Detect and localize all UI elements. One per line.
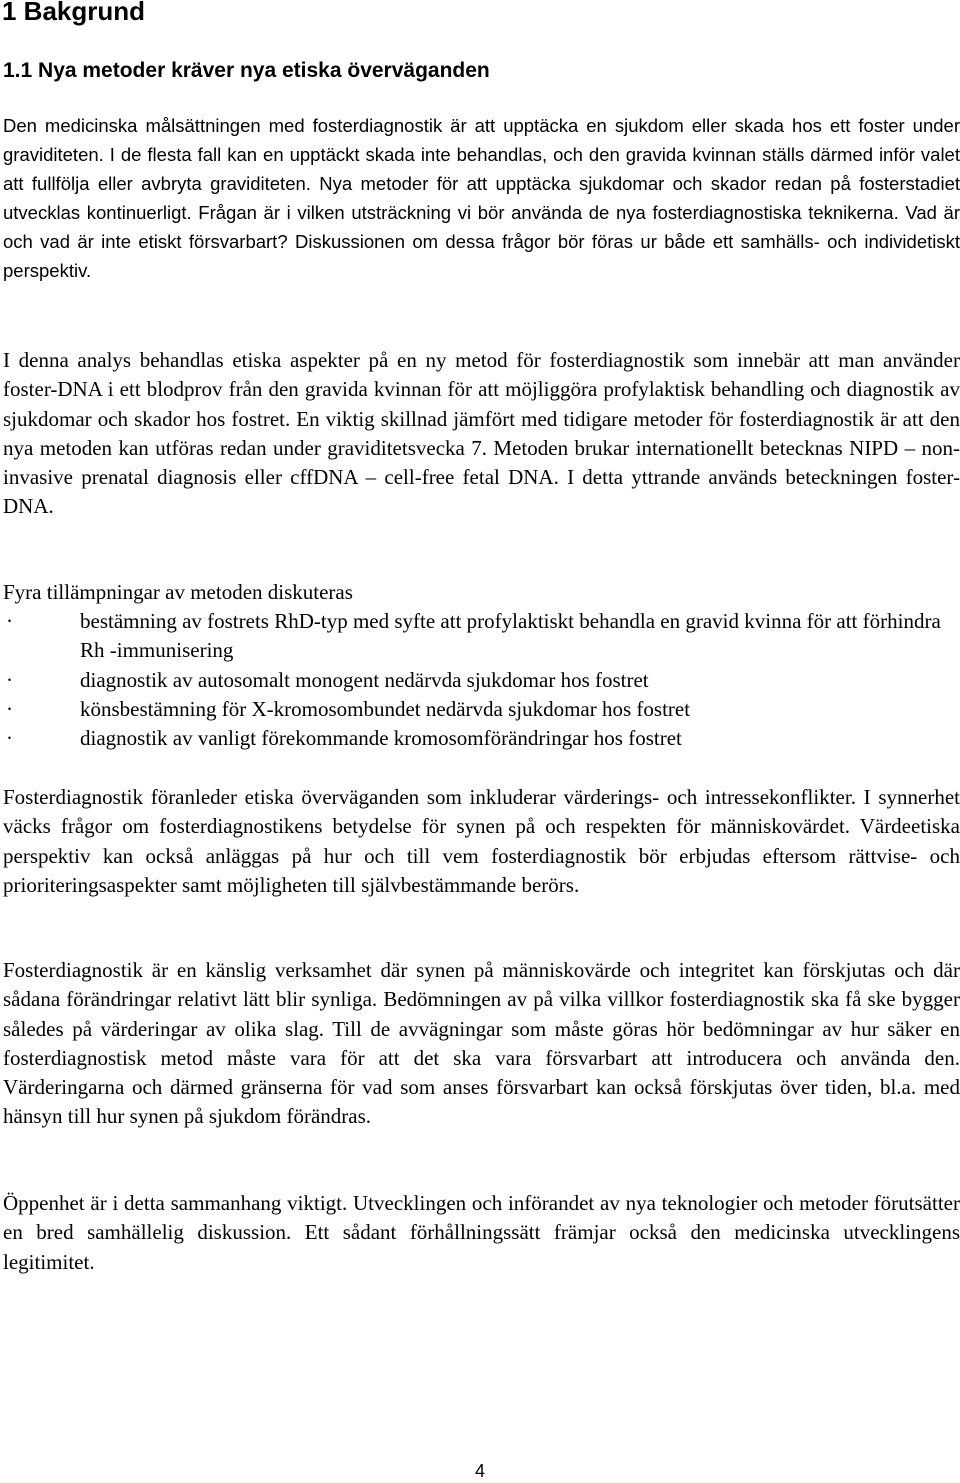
list-item-text: diagnostik av vanligt förekommande kromosomförändringar hos fostret [80, 726, 682, 751]
list-item-text: bestämning av fostrets RhD-typ med syfte att profylaktiskt behandla en gravid kvinna för att förhindra Rh -immunisering [80, 609, 941, 663]
applications-list [3, 607, 960, 753]
page-number: 4 [475, 1461, 486, 1481]
paragraph-sensitivity: Fosterdiagnostik är en känslig verksamhet där synen på människovärde och integritet kan förskjutas och där sådana förändringar relativt lätt blir synliga. Bedömningen av på vilka villkor fosterdiagnostik ska få ske bygger således på värderingar av olika slag. Till de avvägningar som måste göras hör bedömningar av hur säker en fosterdiagnostisk metod måste vara för att det ska vara försvarbart att introducera och använda den. Värderingarna och därmed gränserna för vad som anses försvarbart kan också förskjutas över tiden, bl.a. med hänsyn till hur synen på sjukdom förändras. [3, 958, 960, 1129]
bullet-icon: · [6, 696, 13, 721]
paragraph-openness: Öppenhet är i detta sammanhang viktigt. Utvecklingen och införandet av nya teknologier och metoder förutsätter en bred samhällelig diskussion. Ett sådant förhållningssätt främjar också den medicinska utvecklingens legitimitet. [3, 1191, 960, 1274]
bullet-icon: · [6, 667, 13, 692]
paragraph-analysis: I denna analys behandlas etiska aspekter på en ny metod för fosterdiagnostik som innebär att man använder foster-DNA i ett blodprov från den gravida kvinnan för att möjliggöra profylaktisk behandling och diagnostik av sjukdomar och skador hos fostret. En viktig skillnad jämfört med tidigare metoder för fosterdiagnostik är att den nya metoden kan utföras redan under graviditetsvecka 7. Metoden brukar internationellt betecknas NIPD – non-invasive prenatal diagnosis eller cffDNA – cell-free fetal DNA. I detta yttrande används beteckningen foster-DNA. [3, 348, 960, 519]
chapter-heading: 1 Bakgrund [2, 0, 146, 26]
paragraph-intro: Den medicinska målsättningen med fosterdiagnostik är att upptäcka en sjukdom eller skada hos ett foster under graviditeten. I de flesta fall kan en upptäckt skada inte behandlas, och den gravida kvinnan ställs därmed inför valet att fullfölja eller avbryta graviditeten. Nya metoder för att upptäcka sjukdomar och skador redan på fosterstadiet utvecklas kontinuerligt. Frågan är i vilken utsträckning vi bör använda de nya fosterdiagnostiska teknikerna. Vad är och vad är inte etiskt försvarbart? Diskussionen om dessa frågor bör föras ur både ett samhälls- och individetiskt perspektiv. [3, 115, 960, 281]
list-item-text: könsbestämning för X-kromosombundet nedärvda sjukdomar hos fostret [80, 696, 691, 721]
bullet-icon: · [6, 726, 13, 751]
list-item-text: diagnostik av autosomalt monogent nedärvda sjukdomar hos fostret [80, 667, 649, 692]
paragraph-ethics: Fosterdiagnostik föranleder etiska överväganden som inkluderar värderings- och intressekonflikter. I synnerhet väcks frågor om fosterdiagnostikens betydelse för synen på och respekten för människovärdet. Värdeetiska perspektiv kan också anläggas på hur och till vem fosterdiagnostik bör erbjudas eftersom rättvise- och prioriteringsaspekter samt möjligheten till självbestämmande berörs. [3, 785, 960, 897]
paragraph-list-intro: Fyra tillämpningar av metoden diskuteras [3, 580, 353, 604]
list-item [3, 724, 960, 753]
list-item [3, 607, 960, 666]
list-item [3, 695, 960, 724]
list-item [3, 666, 960, 695]
section-heading: 1.1 Nya metoder kräver nya etiska överväganden [3, 59, 490, 82]
bullet-icon: · [6, 609, 13, 633]
